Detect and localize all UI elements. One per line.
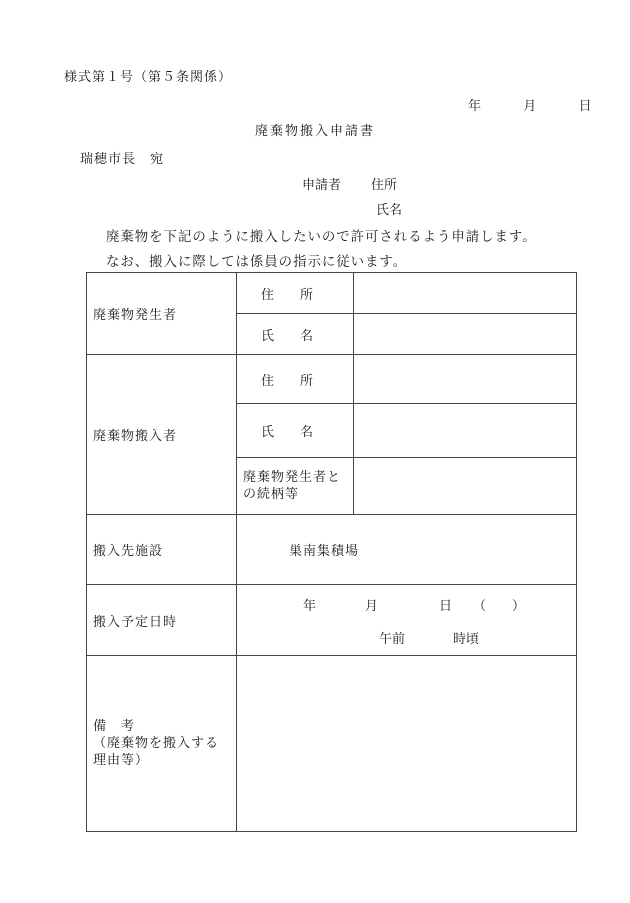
- table-row: [87, 585, 577, 656]
- generator-name-label: 氏 名: [237, 314, 354, 355]
- table-row: [87, 515, 577, 585]
- destination-label: 搬入先施設: [87, 515, 237, 585]
- relationship-label-line-2: の続柄等: [243, 487, 300, 502]
- schedule-field[interactable]: [237, 585, 577, 656]
- document-title: 廃棄物搬入申請書: [254, 124, 375, 139]
- body-paragraph-1: 廃棄物を下記のように搬入したいので許可されるよう申請します。: [106, 230, 537, 245]
- generator-name-field[interactable]: [354, 314, 577, 355]
- relationship-label-line-1: 廃棄物発生者と: [243, 470, 342, 485]
- date-day-label: 日: [578, 99, 592, 114]
- transporter-address-field[interactable]: [354, 355, 577, 404]
- schedule-month-label: 月: [365, 599, 379, 614]
- applicant-address-label: 住所: [371, 178, 398, 193]
- transporter-label: 廃棄物搬入者: [87, 355, 237, 515]
- notes-label: [87, 656, 237, 832]
- applicant-label: 申請者: [302, 178, 342, 193]
- addressee: 瑞穂市長 宛: [80, 152, 165, 167]
- transporter-address-label: 住 所: [237, 355, 354, 404]
- generator-label: 廃棄物発生者: [87, 273, 237, 355]
- body-paragraph-2: なお、搬入に際しては係員の指示に従います。: [106, 255, 408, 270]
- date-line: [468, 95, 592, 114]
- date-month-label: 月: [523, 99, 537, 114]
- table-row: [87, 355, 577, 404]
- table-row: [87, 273, 577, 314]
- schedule-label: 搬入予定日時: [87, 585, 237, 656]
- transporter-name-field[interactable]: [354, 404, 577, 458]
- generator-address-field[interactable]: [354, 273, 577, 314]
- relationship-field[interactable]: [354, 458, 577, 515]
- applicant-name-label: 氏名: [376, 203, 403, 218]
- schedule-am-label: 午前: [379, 632, 406, 647]
- transporter-name-label: 氏 名: [237, 404, 354, 458]
- schedule-hour-label: 時頃: [453, 632, 480, 647]
- date-year-label: 年: [468, 99, 482, 114]
- notes-field[interactable]: [237, 656, 577, 832]
- notes-label-line-3: 理由等）: [93, 753, 150, 768]
- schedule-day-label: 日: [439, 599, 453, 614]
- applicant-address-line: [302, 174, 397, 193]
- application-table: [86, 272, 577, 832]
- notes-label-line-2: （廃棄物を搬入する: [93, 736, 220, 751]
- relationship-label: [237, 458, 354, 515]
- generator-address-label: 住 所: [237, 273, 354, 314]
- notes-label-line-1: 備 考: [93, 719, 136, 734]
- schedule-year-label: 年: [303, 599, 317, 614]
- destination-value: 巣南集積場: [237, 515, 577, 585]
- table-row: [87, 656, 577, 832]
- form-number: 様式第１号（第５条関係）: [64, 70, 233, 85]
- schedule-weekday-label: （ ）: [473, 599, 526, 614]
